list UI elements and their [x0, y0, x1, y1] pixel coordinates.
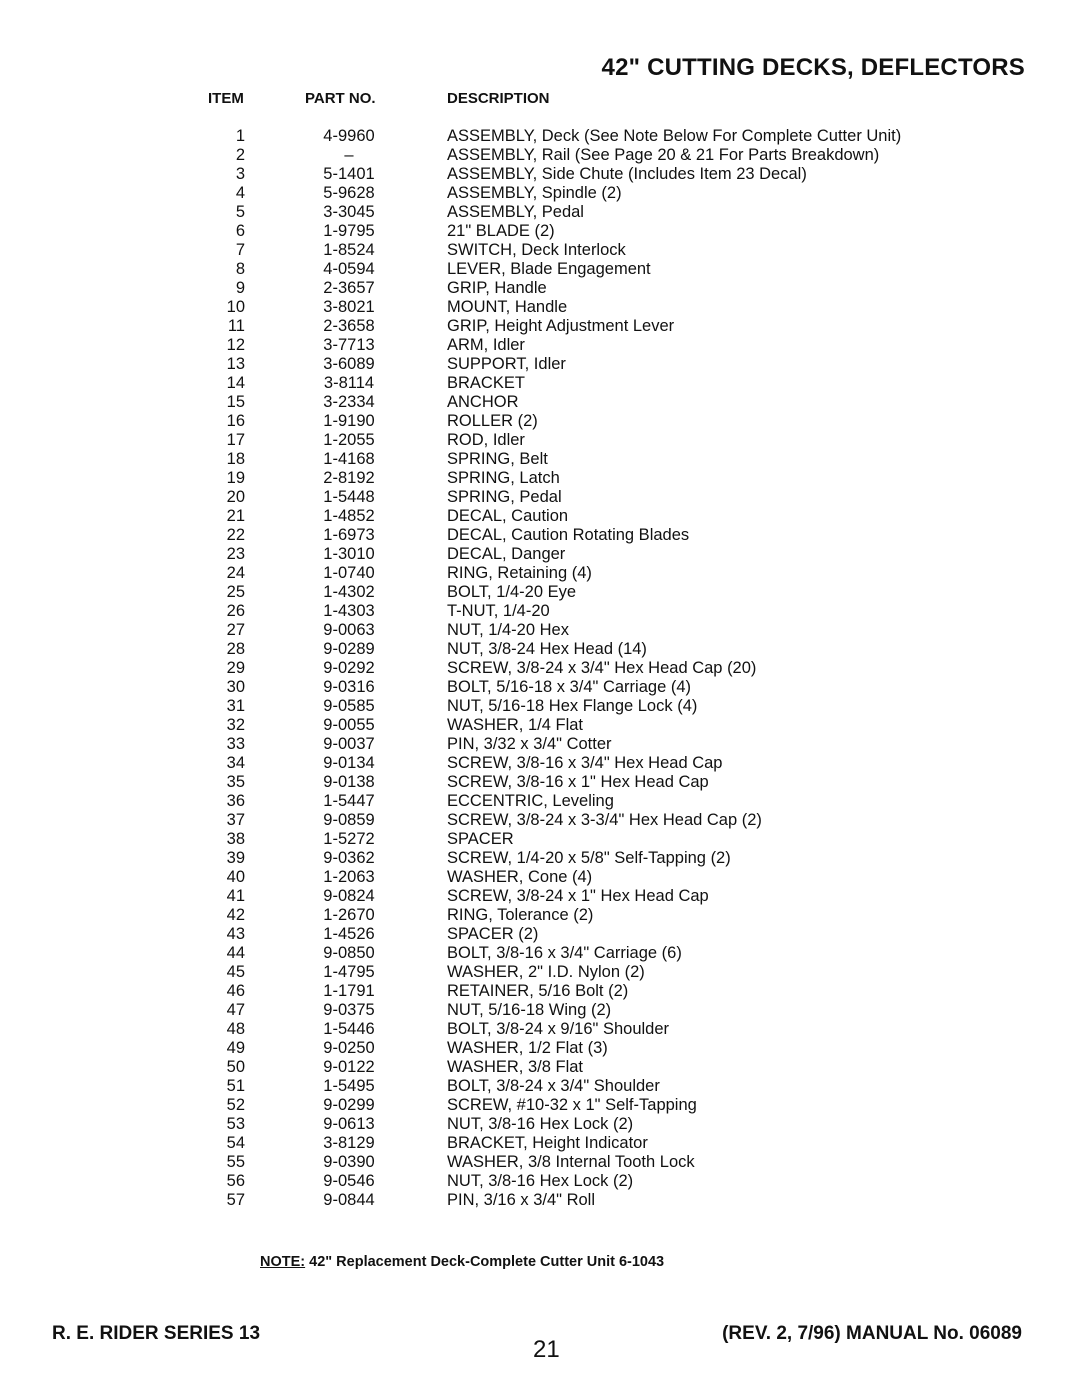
part-description: NUT, 5/16-18 Wing (2) — [447, 1001, 612, 1019]
part-description: NUT, 3/8-24 Hex Head (14) — [447, 640, 647, 658]
part-number: 1-8524 — [323, 241, 375, 259]
part-number: 9-0299 — [323, 1096, 375, 1114]
part-number: 1-6973 — [323, 526, 375, 544]
table-row — [0, 336, 1080, 355]
item-number: 1 — [235, 127, 245, 145]
part-number: 9-0055 — [323, 716, 375, 734]
part-number: 9-0859 — [323, 811, 375, 829]
item-number: 25 — [226, 583, 245, 601]
part-description: BOLT, 5/16-18 x 3/4" Carriage (4) — [447, 678, 691, 696]
table-row — [0, 127, 1080, 146]
table-row — [0, 507, 1080, 526]
note-label: NOTE: — [260, 1254, 306, 1270]
item-number: 55 — [226, 1153, 245, 1171]
item-number: 54 — [226, 1134, 245, 1152]
part-description: DECAL, Caution Rotating Blades — [447, 526, 690, 544]
table-row — [0, 184, 1080, 203]
part-number: – — [344, 146, 354, 164]
part-description: BRACKET, Height Indicator — [447, 1134, 648, 1152]
part-description: SUPPORT, Idler — [447, 355, 566, 373]
part-description: ASSEMBLY, Deck (See Note Below For Complete Cutter Unit) — [447, 127, 902, 145]
part-description: SCREW, 3/8-24 x 3-3/4" Hex Head Cap (2) — [447, 811, 762, 829]
part-description: WASHER, 1/4 Flat — [447, 716, 584, 734]
table-row — [0, 355, 1080, 374]
footer-series: R. E. RIDER SERIES 13 — [52, 1323, 261, 1344]
part-number: 9-0037 — [323, 735, 375, 753]
table-row — [0, 583, 1080, 602]
item-number: 37 — [226, 811, 245, 829]
part-description: SPACER (2) — [447, 925, 539, 943]
part-description: RETAINER, 5/16 Bolt (2) — [447, 982, 629, 1000]
part-description: ASSEMBLY, Side Chute (Includes Item 23 Decal) — [447, 165, 807, 183]
table-row — [0, 868, 1080, 887]
table-row — [0, 621, 1080, 640]
part-description: ROD, Idler — [447, 431, 525, 449]
part-number: 9-0316 — [323, 678, 375, 696]
item-number: 7 — [235, 241, 245, 259]
item-number: 56 — [226, 1172, 245, 1190]
item-number: 31 — [226, 697, 245, 715]
item-number: 23 — [226, 545, 245, 563]
part-number: 4-9960 — [323, 127, 375, 145]
item-number: 14 — [226, 374, 245, 392]
table-row — [0, 640, 1080, 659]
part-description: ARM, Idler — [447, 336, 525, 354]
part-description: WASHER, Cone (4) — [447, 868, 593, 886]
item-number: 39 — [226, 849, 245, 867]
part-number: 1-5272 — [323, 830, 375, 848]
table-row — [0, 792, 1080, 811]
part-number: 1-3010 — [323, 545, 375, 563]
item-number: 15 — [226, 393, 245, 411]
part-number: 9-0063 — [323, 621, 375, 639]
item-number: 53 — [226, 1115, 245, 1133]
item-number: 17 — [226, 431, 245, 449]
table-row — [0, 1115, 1080, 1134]
part-description: WASHER, 1/2 Flat (3) — [447, 1039, 608, 1057]
table-row — [0, 146, 1080, 165]
part-description: ASSEMBLY, Rail (See Page 20 & 21 For Parts Breakdown) — [447, 146, 880, 164]
table-row — [0, 1039, 1080, 1058]
table-row — [0, 165, 1080, 184]
item-number: 38 — [226, 830, 245, 848]
footer-manual: (REV. 2, 7/96) MANUAL No. 06089 — [722, 1323, 1022, 1344]
item-number: 40 — [226, 868, 245, 886]
part-description: SCREW, 3/8-24 x 3/4" Hex Head Cap (20) — [447, 659, 757, 677]
item-number: 22 — [226, 526, 245, 544]
part-description: RING, Tolerance (2) — [447, 906, 594, 924]
item-number: 6 — [235, 222, 245, 240]
item-number: 19 — [226, 469, 245, 487]
part-description: LEVER, Blade Engagement — [447, 260, 651, 278]
table-row — [0, 241, 1080, 260]
item-number: 3 — [235, 165, 245, 183]
item-number: 10 — [226, 298, 245, 316]
part-description: NUT, 3/8-16 Hex Lock (2) — [447, 1172, 634, 1190]
part-description: SWITCH, Deck Interlock — [447, 241, 626, 259]
part-number: 9-0585 — [323, 697, 375, 715]
part-number: 2-8192 — [323, 469, 375, 487]
part-description: BOLT, 3/8-24 x 3/4" Shoulder — [447, 1077, 660, 1095]
part-number: 1-9795 — [323, 222, 375, 240]
table-row — [0, 602, 1080, 621]
item-number: 9 — [235, 279, 245, 297]
part-number: 3-2334 — [323, 393, 375, 411]
table-row — [0, 678, 1080, 697]
part-description: SCREW, 3/8-24 x 1" Hex Head Cap — [447, 887, 709, 905]
part-number: 1-2055 — [323, 431, 375, 449]
part-number: 9-0138 — [323, 773, 375, 791]
table-row — [0, 564, 1080, 583]
part-number: 1-4303 — [323, 602, 375, 620]
item-number: 34 — [226, 754, 245, 772]
part-number: 3-8114 — [323, 374, 375, 392]
item-number: 16 — [226, 412, 245, 430]
table-row — [0, 811, 1080, 830]
part-number: 1-9190 — [323, 412, 375, 430]
column-header-item: ITEM — [208, 90, 244, 107]
table-row — [0, 1134, 1080, 1153]
table-row — [0, 469, 1080, 488]
part-description: GRIP, Handle — [447, 279, 547, 297]
item-number: 12 — [226, 336, 245, 354]
part-description: 21" BLADE (2) — [447, 222, 555, 240]
part-number: 9-0850 — [323, 944, 375, 962]
table-row — [0, 963, 1080, 982]
note — [260, 1254, 664, 1270]
table-row — [0, 735, 1080, 754]
part-description: NUT, 5/16-18 Hex Flange Lock (4) — [447, 697, 698, 715]
item-number: 20 — [226, 488, 245, 506]
table-row — [0, 488, 1080, 507]
part-number: 5-9628 — [323, 184, 375, 202]
table-row — [0, 222, 1080, 241]
part-description: BOLT, 1/4-20 Eye — [447, 583, 577, 601]
table-row — [0, 1153, 1080, 1172]
table-row — [0, 925, 1080, 944]
table-row — [0, 773, 1080, 792]
table-row — [0, 659, 1080, 678]
page-title: 42" CUTTING DECKS, DEFLECTORS — [601, 54, 1025, 81]
part-description: SCREW, #10-32 x 1" Self-Tapping — [447, 1096, 697, 1114]
note-text: 42" Replacement Deck-Complete Cutter Unit 6-1043 — [305, 1254, 665, 1270]
table-row — [0, 1191, 1080, 1210]
part-description: BRACKET — [447, 374, 525, 392]
item-number: 57 — [226, 1191, 245, 1209]
part-number: 2-3658 — [323, 317, 375, 335]
part-description: PIN, 3/16 x 3/4" Roll — [447, 1191, 596, 1209]
part-number: 1-4795 — [323, 963, 375, 981]
part-description: T-NUT, 1/4-20 — [447, 602, 550, 620]
table-row — [0, 1020, 1080, 1039]
item-number: 48 — [226, 1020, 245, 1038]
part-number: 9-0390 — [323, 1153, 375, 1171]
part-number: 1-4168 — [323, 450, 375, 468]
item-number: 47 — [226, 1001, 245, 1019]
table-row — [0, 431, 1080, 450]
part-number: 1-5446 — [323, 1020, 375, 1038]
table-row — [0, 906, 1080, 925]
item-number: 50 — [226, 1058, 245, 1076]
part-description: GRIP, Height Adjustment Lever — [447, 317, 675, 335]
part-description: SCREW, 1/4-20 x 5/8" Self-Tapping (2) — [447, 849, 731, 867]
part-description: SCREW, 3/8-16 x 1" Hex Head Cap — [447, 773, 709, 791]
part-number: 9-0824 — [323, 887, 375, 905]
part-number: 9-0362 — [323, 849, 375, 867]
part-number: 9-0250 — [323, 1039, 375, 1057]
part-number: 1-2670 — [323, 906, 375, 924]
item-number: 4 — [235, 184, 245, 202]
part-description: RING, Retaining (4) — [447, 564, 592, 582]
part-description: ASSEMBLY, Pedal — [447, 203, 584, 221]
part-number: 9-0134 — [323, 754, 375, 772]
part-number: 1-4852 — [323, 507, 375, 525]
part-number: 3-7713 — [323, 336, 375, 354]
part-description: SPRING, Belt — [447, 450, 548, 468]
item-number: 2 — [235, 146, 245, 164]
column-header-part-no: PART NO. — [305, 90, 376, 107]
part-description: DECAL, Caution — [447, 507, 569, 525]
part-number: 4-0594 — [323, 260, 375, 278]
part-number: 1-5447 — [323, 792, 375, 810]
part-number: 3-8129 — [323, 1134, 375, 1152]
table-row — [0, 982, 1080, 1001]
part-number: 5-1401 — [323, 165, 375, 183]
table-row — [0, 374, 1080, 393]
part-description: DECAL, Danger — [447, 545, 566, 563]
table-row — [0, 1096, 1080, 1115]
table-row — [0, 697, 1080, 716]
part-description: BOLT, 3/8-16 x 3/4" Carriage (6) — [447, 944, 682, 962]
part-number: 3-3045 — [323, 203, 375, 221]
part-number: 3-8021 — [323, 298, 375, 316]
table-row — [0, 317, 1080, 336]
item-number: 13 — [226, 355, 245, 373]
table-row — [0, 887, 1080, 906]
table-row — [0, 298, 1080, 317]
part-description: SPRING, Pedal — [447, 488, 562, 506]
item-number: 44 — [226, 944, 245, 962]
part-description: WASHER, 2" I.D. Nylon (2) — [447, 963, 645, 981]
item-number: 43 — [226, 925, 245, 943]
item-number: 33 — [226, 735, 245, 753]
item-number: 11 — [227, 317, 245, 335]
part-number: 9-0844 — [323, 1191, 375, 1209]
table-row — [0, 203, 1080, 222]
part-number: 9-0613 — [323, 1115, 375, 1133]
part-number: 9-0546 — [323, 1172, 375, 1190]
table-row — [0, 1058, 1080, 1077]
table-row — [0, 1172, 1080, 1191]
part-description: ROLLER (2) — [447, 412, 538, 430]
part-description: ANCHOR — [447, 393, 519, 411]
part-number: 1-5448 — [323, 488, 375, 506]
part-number: 9-0122 — [323, 1058, 375, 1076]
item-number: 46 — [226, 982, 245, 1000]
table-row — [0, 849, 1080, 868]
part-number: 1-2063 — [323, 868, 375, 886]
table-row — [0, 1001, 1080, 1020]
part-number: 9-0292 — [323, 659, 375, 677]
item-number: 51 — [226, 1077, 245, 1095]
item-number: 52 — [226, 1096, 245, 1114]
part-number: 9-0375 — [323, 1001, 375, 1019]
table-row — [0, 830, 1080, 849]
part-description: NUT, 3/8-16 Hex Lock (2) — [447, 1115, 634, 1133]
table-row — [0, 545, 1080, 564]
table-row — [0, 450, 1080, 469]
part-number: 1-1791 — [323, 982, 375, 1000]
table-row — [0, 279, 1080, 298]
item-number: 32 — [226, 716, 245, 734]
part-description: WASHER, 3/8 Flat — [447, 1058, 584, 1076]
column-header-description: DESCRIPTION — [447, 90, 550, 107]
item-number: 41 — [226, 887, 245, 905]
item-number: 24 — [226, 564, 245, 582]
part-number: 1-4526 — [323, 925, 375, 943]
item-number: 29 — [226, 659, 245, 677]
table-row — [0, 412, 1080, 431]
item-number: 49 — [226, 1039, 245, 1057]
part-number: 1-5495 — [323, 1077, 375, 1095]
table-row — [0, 944, 1080, 963]
part-number: 9-0289 — [323, 640, 375, 658]
part-description: SCREW, 3/8-16 x 3/4" Hex Head Cap — [447, 754, 723, 772]
table-row — [0, 1077, 1080, 1096]
table-row — [0, 526, 1080, 545]
item-number: 5 — [235, 203, 245, 221]
part-description: SPACER — [447, 830, 514, 848]
part-number: 1-4302 — [323, 583, 375, 601]
item-number: 36 — [226, 792, 245, 810]
item-number: 28 — [226, 640, 245, 658]
part-description: MOUNT, Handle — [447, 298, 568, 316]
item-number: 26 — [226, 602, 245, 620]
part-description: SPRING, Latch — [447, 469, 560, 487]
item-number: 30 — [226, 678, 245, 696]
item-number: 18 — [226, 450, 245, 468]
part-description: PIN, 3/32 x 3/4" Cotter — [447, 735, 612, 753]
part-description: WASHER, 3/8 Internal Tooth Lock — [447, 1153, 695, 1171]
part-number: 2-3657 — [323, 279, 375, 297]
part-description: ECCENTRIC, Leveling — [447, 792, 614, 810]
item-number: 27 — [226, 621, 245, 639]
part-description: NUT, 1/4-20 Hex — [447, 621, 569, 639]
item-number: 42 — [226, 906, 245, 924]
part-description: BOLT, 3/8-24 x 9/16" Shoulder — [447, 1020, 670, 1038]
item-number: 35 — [226, 773, 245, 791]
part-number: 1-0740 — [323, 564, 375, 582]
item-number: 45 — [226, 963, 245, 981]
table-row — [0, 716, 1080, 735]
item-number: 21 — [226, 507, 245, 525]
part-number: 3-6089 — [323, 355, 375, 373]
item-number: 8 — [235, 260, 245, 278]
table-row — [0, 393, 1080, 412]
page-number: 21 — [533, 1336, 560, 1363]
table-row — [0, 260, 1080, 279]
table-row — [0, 754, 1080, 773]
part-description: ASSEMBLY, Spindle (2) — [447, 184, 622, 202]
